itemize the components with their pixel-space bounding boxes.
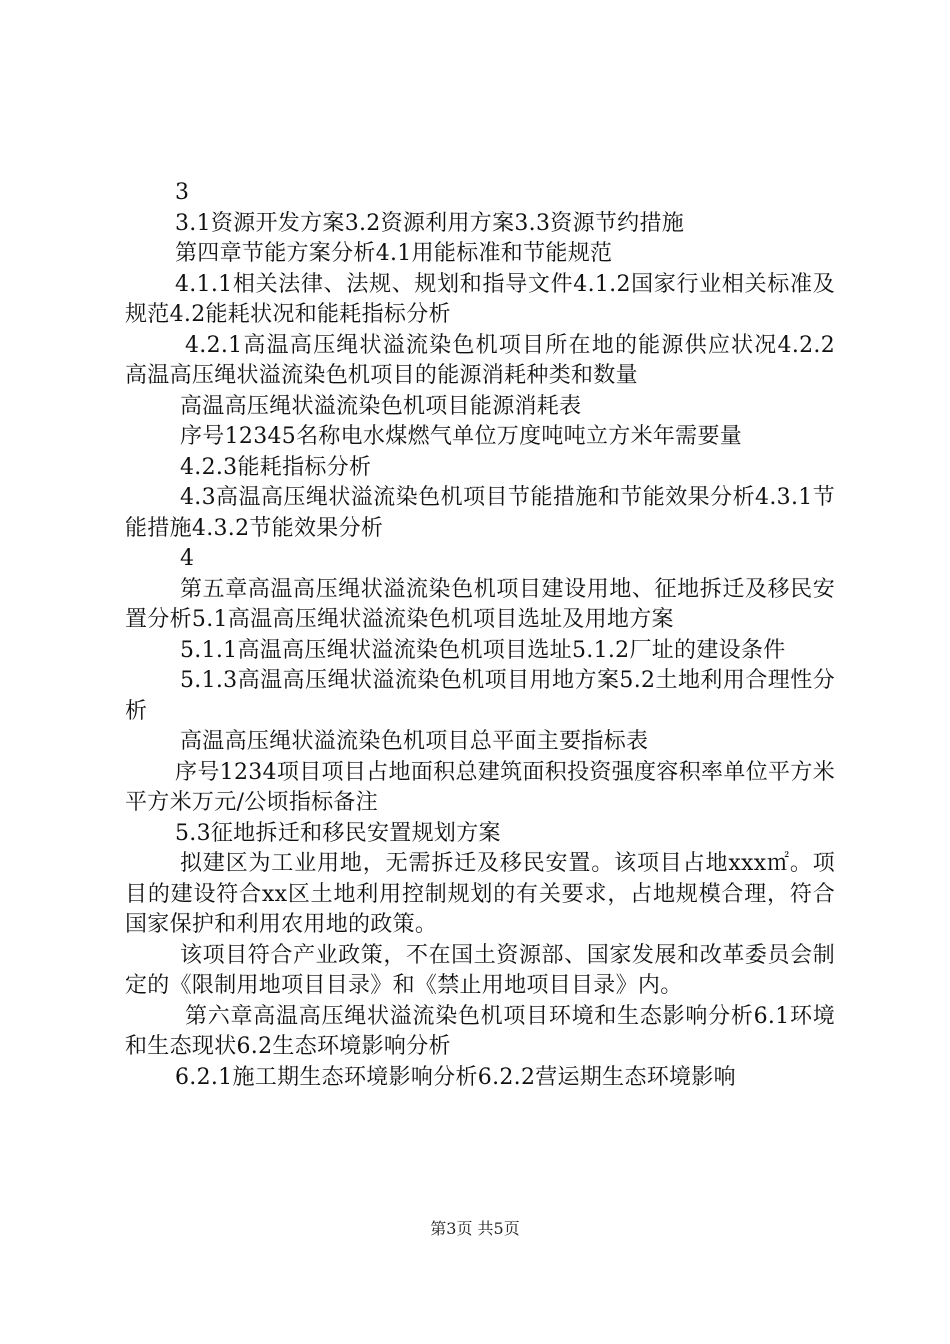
paragraph: 5.1.1高温高压绳状溢流染色机项目选址5.1.2厂址的建设条件 bbox=[180, 637, 786, 663]
paragraph: 拟建区为工业用地，无需拆迁及移民安置。该项目占地xxx㎡。项目的建设符合xx区土地利用控制规划的有关要求，占地规模合理，符合国家保护和利用农用地的政策。 bbox=[125, 851, 835, 937]
document-body bbox=[125, 178, 835, 1093]
paragraph: 3.1资源开发方案3.2资源利用方案3.3资源节约措施 bbox=[175, 210, 685, 236]
paragraph: 6.2.1施工期生态环境影响分析6.2.2营运期生态环境影响 bbox=[175, 1064, 736, 1090]
paragraph: 4 bbox=[180, 546, 195, 571]
paragraph: 序号12345名称电水煤燃气单位万度吨吨立方米年需要量 bbox=[180, 424, 743, 449]
paragraph: 4.1.1相关法律、法规、规划和指导文件4.1.2国家行业相关标准及规范4.2能耗状况和能耗指标分析 bbox=[125, 271, 835, 327]
paragraph: 4.2.1高温高压绳状溢流染色机项目所在地的能源供应状况4.2.2高温高压绳状溢流染色机项目的能源消耗种类和数量 bbox=[125, 332, 835, 388]
paragraph: 4.3高温高压绳状溢流染色机项目节能措施和节能效果分析4.3.1节能措施4.3.2节能效果分析 bbox=[125, 485, 835, 541]
paragraph: 3 bbox=[175, 180, 190, 205]
paragraph: 高温高压绳状溢流染色机项目总平面主要指标表 bbox=[180, 729, 649, 754]
paragraph: 高温高压绳状溢流染色机项目能源消耗表 bbox=[180, 393, 582, 419]
paragraph: 序号1234项目项目占地面积总建筑面积投资强度容积率单位平方米平方米万元/公顷指标备注 bbox=[125, 759, 835, 815]
paragraph: 4.2.3能耗指标分析 bbox=[180, 454, 372, 480]
page-footer: 第3页 共5页 bbox=[430, 1219, 520, 1238]
paragraph: 5.3征地拆迁和移民安置规划方案 bbox=[175, 820, 501, 846]
paragraph: 5.1.3高温高压绳状溢流染色机项目用地方案5.2土地利用合理性分析 bbox=[125, 668, 835, 724]
paragraph: 该项目符合产业政策，不在国土资源部、国家发展和改革委员会制定的《限制用地项目目录》和《禁止用地项目目录》内。 bbox=[125, 942, 835, 998]
paragraph: 第六章高温高压绳状溢流染色机项目环境和生态影响分析6.1环境和生态现状6.2生态环境影响分析 bbox=[125, 1003, 835, 1059]
paragraph: 第四章节能方案分析4.1用能标准和节能规范 bbox=[175, 241, 613, 266]
paragraph: 第五章高温高压绳状溢流染色机项目建设用地、征地拆迁及移民安置分析5.1高温高压绳状溢流染色机项目选址及用地方案 bbox=[125, 576, 835, 632]
